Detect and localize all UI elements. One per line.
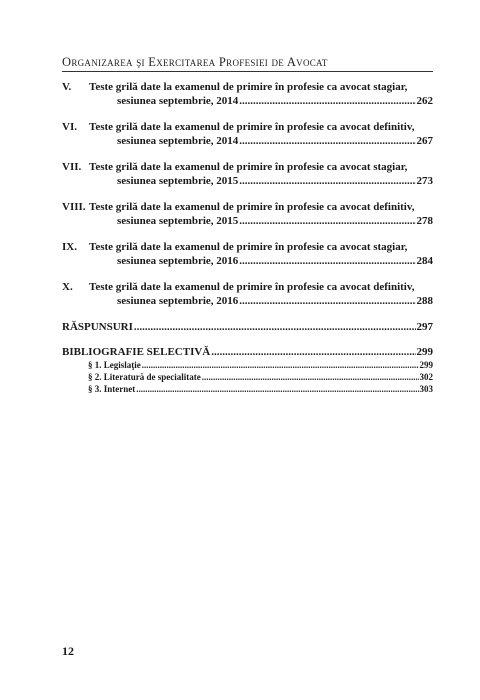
toc-entry-raspunsuri <box>62 320 433 334</box>
entry-page: 278 <box>416 215 433 227</box>
dot-leader <box>239 254 415 268</box>
dot-leader <box>239 94 415 108</box>
section-title: BIBLIOGRAFIE SELECTIVĂ <box>62 346 211 358</box>
entry-number: VII. <box>62 161 82 173</box>
entry-title: Teste grilă date la examenul de primire în profesie ca avocat definitiv, <box>89 281 415 293</box>
entry-session: sesiunea septembrie, 2014 <box>117 95 239 107</box>
entry-session: sesiunea septembrie, 2014 <box>117 135 239 147</box>
dot-leader <box>239 294 415 308</box>
dot-leader <box>134 320 416 334</box>
entry-session: sesiunea septembrie, 2016 <box>117 255 239 267</box>
dot-leader <box>202 371 419 383</box>
entry-number: X. <box>62 281 73 293</box>
entry-page: 267 <box>416 135 433 147</box>
subentry-title: § 2. Literatură de specialitate <box>88 372 201 382</box>
running-header: Organizarea şi Exercitarea Profesiei de Avocat <box>62 55 433 72</box>
toc-entry-bibliografie <box>62 345 433 359</box>
section-page: 299 <box>416 346 433 358</box>
toc-subentry-legislatie <box>88 359 433 371</box>
entry-session: sesiunea septembrie, 2015 <box>117 215 239 227</box>
section-page: 297 <box>416 321 433 333</box>
entry-page: 288 <box>416 295 433 307</box>
section-title: RĂSPUNSURI <box>62 321 133 333</box>
entry-title: Teste grilă date la examenul de primire în profesie ca avocat stagiar, <box>89 241 408 253</box>
toc-entry-viii <box>62 200 433 228</box>
entry-number: VIII. <box>62 201 86 213</box>
subentry-page: 302 <box>419 372 433 382</box>
entry-page: 262 <box>416 95 433 107</box>
entry-second-line <box>117 174 433 188</box>
subentry-page: 299 <box>419 360 433 370</box>
dot-leader <box>239 134 415 148</box>
entry-second-line <box>117 294 433 308</box>
page-number: 12 <box>62 644 74 658</box>
entry-second-line <box>117 134 433 148</box>
entry-second-line <box>117 254 433 268</box>
dot-leader <box>239 214 415 228</box>
toc-subentry-literatura <box>88 371 433 383</box>
toc-subentry-internet <box>88 383 433 395</box>
entry-title: Teste grilă date la examenul de primire în profesie ca avocat definitiv, <box>89 121 415 133</box>
entry-session: sesiunea septembrie, 2016 <box>117 295 239 307</box>
entry-title: Teste grilă date la examenul de primire în profesie ca avocat definitiv, <box>89 201 415 213</box>
subentry-page: 303 <box>419 384 433 394</box>
entry-session: sesiunea septembrie, 2015 <box>117 175 239 187</box>
toc-entry-v <box>62 80 433 108</box>
entry-title: Teste grilă date la examenul de primire în profesie ca avocat stagiar, <box>89 161 408 173</box>
subentry-title: § 1. Legislaţie <box>88 360 141 370</box>
entry-number: IX. <box>62 241 77 253</box>
entry-number: VI. <box>62 121 77 133</box>
entry-number: V. <box>62 81 72 93</box>
entry-page: 284 <box>416 255 433 267</box>
toc-entry-vi <box>62 120 433 148</box>
toc-entry-ix <box>62 240 433 268</box>
subentry-title: § 3. Internet <box>88 384 136 394</box>
dot-leader <box>239 174 415 188</box>
entry-title: Teste grilă date la examenul de primire în profesie ca avocat stagiar, <box>89 81 408 93</box>
dot-leader <box>211 345 415 359</box>
entry-second-line <box>117 94 433 108</box>
entry-second-line <box>117 214 433 228</box>
dot-leader <box>136 383 418 395</box>
entry-page: 273 <box>416 175 433 187</box>
table-of-contents <box>62 80 433 395</box>
toc-entry-vii <box>62 160 433 188</box>
toc-entry-x <box>62 280 433 308</box>
dot-leader <box>142 359 419 371</box>
